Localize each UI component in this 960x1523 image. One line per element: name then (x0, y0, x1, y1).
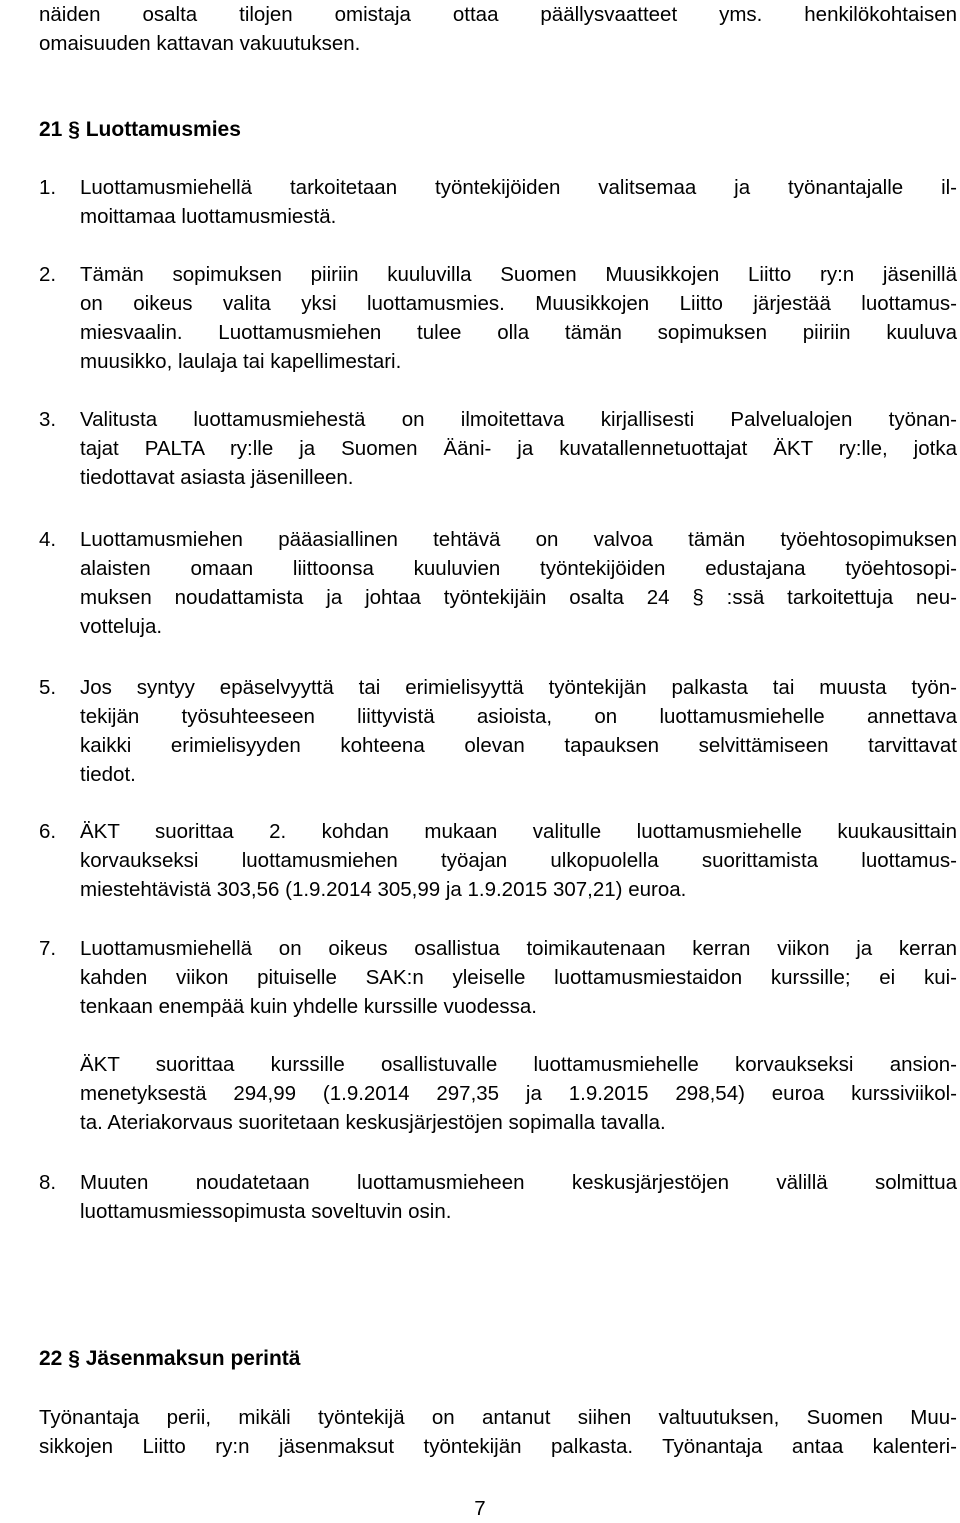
text-line: tiedot. (80, 763, 136, 786)
section-22-heading: 22 § Jäsenmaksun perintä (39, 1347, 301, 1370)
list-number: 2. (39, 263, 57, 286)
text-line: tajat PALTA ry:lle ja Suomen Ääni- ja kuvatallennetuottajat ÄKT ry:lle, jotka (80, 437, 957, 460)
list-item-7 (80, 934, 957, 1021)
text-line: luottamusmiessopimusta soveltuvin osin. (80, 1200, 452, 1223)
text-line: miestehtävistä 303,56 (1.9.2014 305,99 ja 1.9.2015 307,21) euroa. (80, 878, 687, 901)
page-number: 7 (474, 1497, 486, 1520)
text-line: on oikeus valita yksi luottamusmies. Muusikkojen Liitto järjestää luottamus- (80, 292, 957, 315)
text-line: muusikko, laulaja tai kapellimestari. (80, 350, 402, 373)
list-item-6 (80, 817, 957, 904)
list-item-4 (80, 525, 957, 641)
intro-paragraph (39, 0, 957, 58)
section-22-paragraph (39, 1403, 957, 1461)
text-line: näiden osalta tilojen omistaja ottaa päällysvaatteet yms. henkilökohtaisen (39, 3, 957, 26)
text-line: menetyksestä 294,99 (1.9.2014 297,35 ja 1.9.2015 298,54) euroa kurssiviikol- (80, 1082, 957, 1105)
text-line: ta. Ateriakorvaus suoritetaan keskusjärjestöjen sopimalla tavalla. (80, 1111, 666, 1134)
text-line: Luottamusmiehellä tarkoitetaan työntekijöiden valitsemaa ja työnantajalle il- (80, 176, 957, 199)
list-item-8 (80, 1168, 957, 1226)
text-line: Työnantaja perii, mikäli työntekijä on antanut siihen valtuutuksen, Suomen Muu- (39, 1406, 957, 1429)
list-item-5 (80, 673, 957, 789)
text-line: Jos syntyy epäselvyyttä tai erimielisyyttä työntekijän palkasta tai muusta työn- (80, 676, 957, 699)
list-number: 6. (39, 820, 57, 843)
text-line: miesvaalin. Luottamusmiehen tulee olla tämän sopimuksen piiriin kuuluva (80, 321, 957, 344)
list-number: 5. (39, 676, 57, 699)
list-item-7-paragraph-2 (80, 1050, 957, 1137)
list-number: 4. (39, 528, 57, 551)
text-line: Muuten noudatetaan luottamusmieheen keskusjärjestöjen välillä solmittua (80, 1171, 957, 1194)
text-line: Luottamusmiehen pääasiallinen tehtävä on valvoa tämän työehtosopimuksen (80, 528, 957, 551)
text-line: Luottamusmiehellä on oikeus osallistua toimikautenaan kerran viikon ja kerran (80, 937, 957, 960)
list-number: 3. (39, 408, 57, 431)
text-line: tenkaan enempää kuin yhdelle kurssille vuodessa. (80, 995, 537, 1018)
text-line: Tämän sopimuksen piiriin kuuluvilla Suomen Muusikkojen Liitto ry:n jäsenillä (80, 263, 957, 286)
text-line: kahden viikon pituiselle SAK:n yleiselle luottamusmiestaidon kurssille; ei kui- (80, 966, 957, 989)
list-number: 7. (39, 937, 57, 960)
list-item-2 (80, 260, 957, 376)
text-line: korvaukseksi luottamusmiehen työajan ulkopuolella suorittamista luottamus- (80, 849, 957, 872)
text-line: omaisuuden kattavan vakuutuksen. (39, 32, 361, 55)
text-line: ÄKT suorittaa 2. kohdan mukaan valitulle luottamusmiehelle kuukausittain (80, 820, 957, 843)
text-line: sikkojen Liitto ry:n jäsenmaksut työntekijän palkasta. Työnantaja antaa kalenteri- (39, 1435, 957, 1458)
text-line: alaisten omaan liittoonsa kuuluvien työntekijöiden edustajana työehtosopi- (80, 557, 957, 580)
section-21-heading: 21 § Luottamusmies (39, 118, 241, 141)
list-item-3 (80, 405, 957, 492)
text-line: kaikki erimielisyyden kohteena olevan tapauksen selvittämiseen tarvittavat (80, 734, 957, 757)
text-line: tekijän työsuhteeseen liittyvistä asioista, on luottamusmiehelle annettava (80, 705, 957, 728)
list-item-1 (80, 173, 957, 231)
text-line: ÄKT suorittaa kurssille osallistuvalle luottamusmiehelle korvaukseksi ansion- (80, 1053, 957, 1076)
list-number: 8. (39, 1171, 57, 1194)
text-line: votteluja. (80, 615, 163, 638)
text-line: muksen noudattamista ja johtaa työntekijäin osalta 24 § :ssä tarkoitettuja neu- (80, 586, 957, 609)
text-line: moittamaa luottamusmiestä. (80, 205, 337, 228)
list-number: 1. (39, 176, 57, 199)
text-line: tiedottavat asiasta jäsenilleen. (80, 466, 354, 489)
text-line: Valitusta luottamusmiehestä on ilmoitettava kirjallisesti Palvelualojen työnan- (80, 408, 957, 431)
